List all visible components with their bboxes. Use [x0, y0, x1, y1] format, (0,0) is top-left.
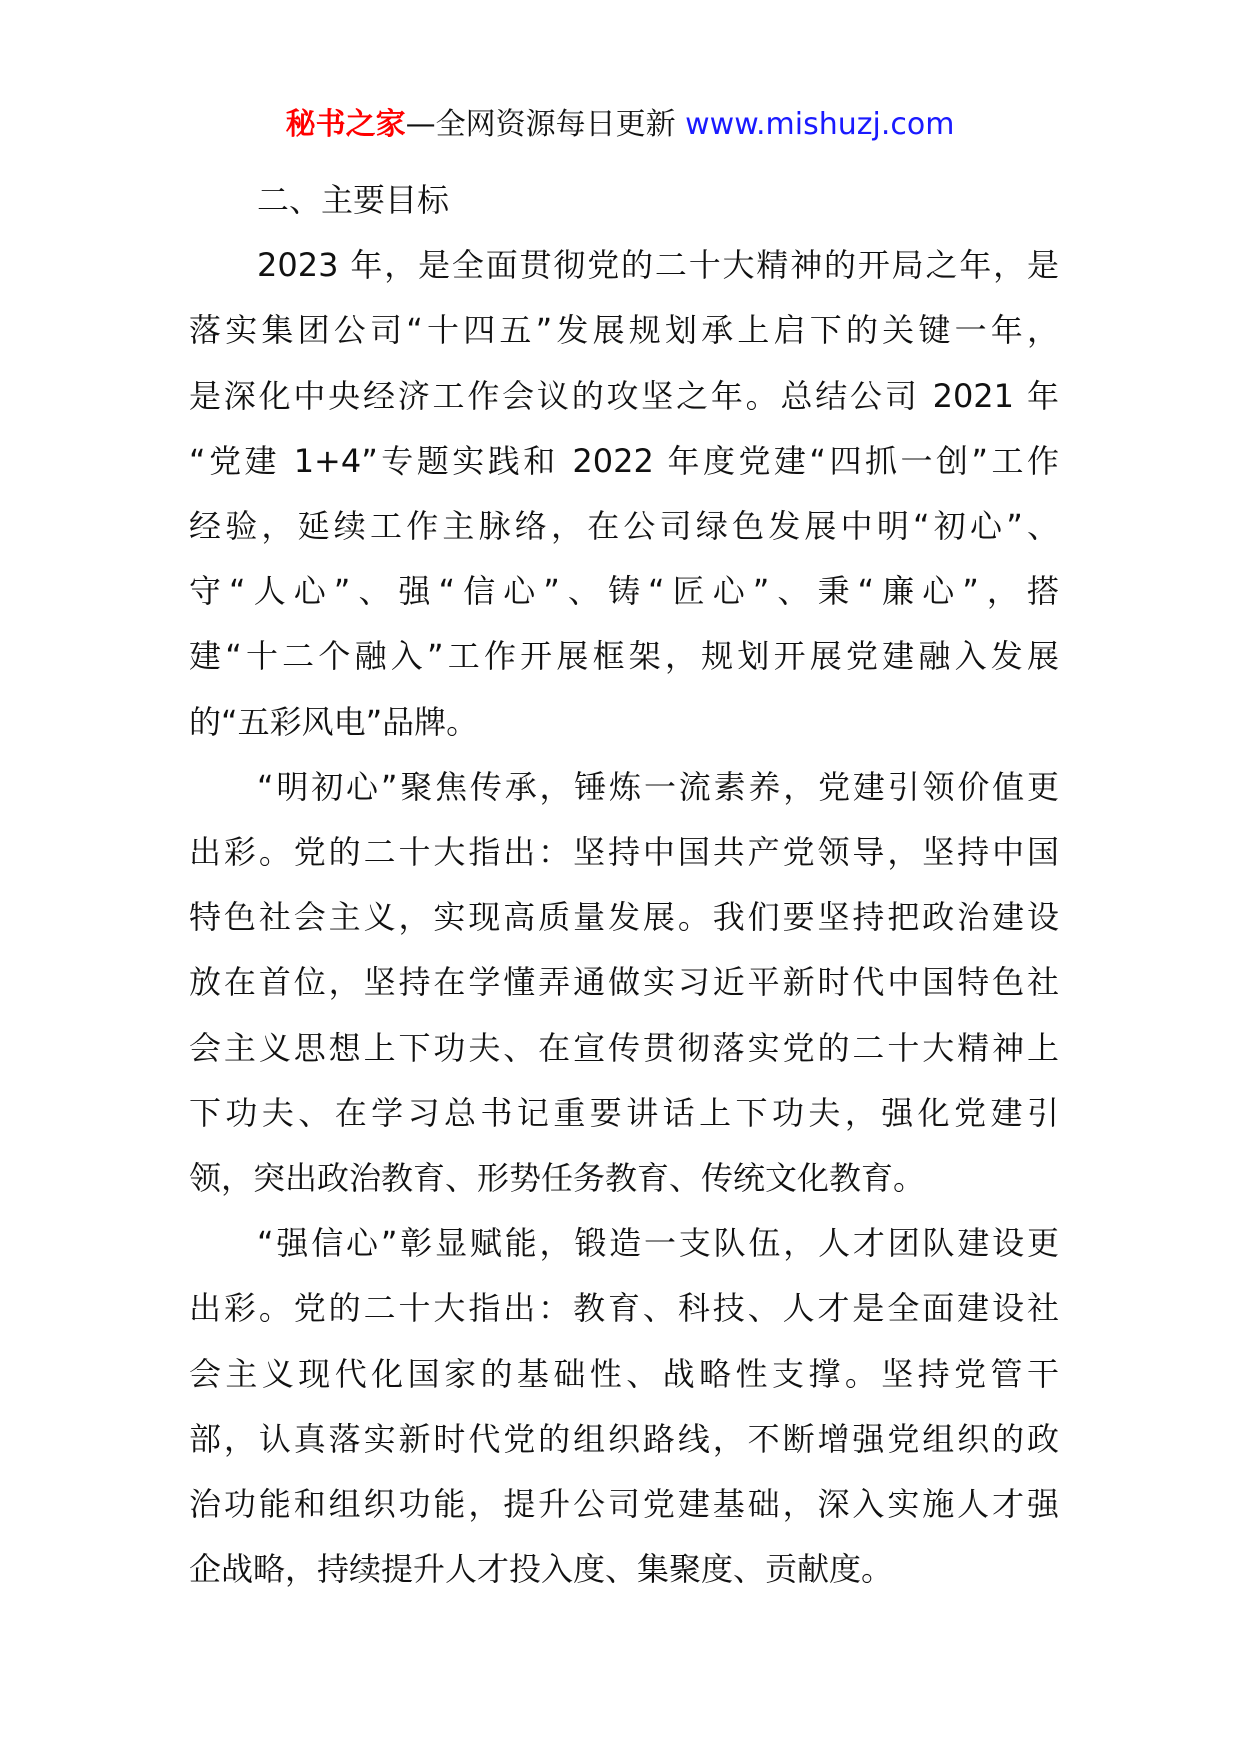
section-title-block [189, 168, 1059, 233]
paragraph-line: 下功夫、在学习总书记重要讲话上下功夫，强化党建引 [189, 1093, 1059, 1132]
paragraph-line: “强信心”彰显赋能，锻造一支队伍，人才团队建设更 [257, 1224, 1059, 1263]
paragraph-line: 特色社会主义，实现高质量发展。我们要坚持把政治建设 [189, 898, 1059, 937]
paragraph-line: 落实集团公司“十四五”发展规划承上启下的关键一年， [189, 311, 1059, 350]
paragraph-line: 放在首位，坚持在学懂弄通做实习近平新时代中国特色社 [189, 963, 1059, 1002]
paragraph-line: 企战略，持续提升人才投入度、集聚度、贡献度。 [189, 1550, 894, 1589]
paragraph-line: 治功能和组织功能，提升公司党建基础，深入实施人才强 [189, 1485, 1059, 1524]
paragraph-line: 经验，延续工作主脉络，在公司绿色发展中明“初心”、 [189, 507, 1059, 546]
paragraph-line: 建“十二个融入”工作开展框架，规划开展党建融入发展 [189, 637, 1059, 676]
paragraph-1 [189, 233, 1059, 755]
paragraph-line: 部，认真落实新时代党的组织路线，不断增强党组织的政 [189, 1419, 1059, 1458]
paragraph-2 [189, 755, 1059, 1211]
paragraph-line: 领，突出政治教育、形势任务教育、传统文化教育。 [189, 1159, 926, 1198]
document-body [189, 168, 1059, 1602]
header-slogan: —全网资源每日更新 [405, 107, 686, 142]
paragraph-line: 出彩。党的二十大指出：坚持中国共产党领导，坚持中国 [189, 833, 1059, 872]
paragraph-line: 会主义现代化国家的基础性、战略性支撑。坚持党管干 [189, 1354, 1059, 1393]
website-link[interactable]: www.mishuzj.com [685, 107, 955, 142]
paragraph-line: 2023 年，是全面贯彻党的二十大精神的开局之年，是 [257, 246, 1059, 285]
paragraph-line: 守“人心”、强“信心”、铸“匠心”、秉“廉心”，搭 [189, 572, 1059, 611]
page-header [0, 102, 1240, 148]
paragraph-line: 出彩。党的二十大指出：教育、科技、人才是全面建设社 [189, 1289, 1059, 1328]
paragraph-3 [189, 1211, 1059, 1602]
paragraph-line: 是深化中央经济工作会议的攻坚之年。总结公司 2021 年 [189, 376, 1059, 415]
section-title: 二、主要目标 [257, 181, 450, 219]
paragraph-line: 的“五彩风电”品牌。 [189, 702, 479, 741]
paragraph-line: 会主义思想上下功夫、在宣传贯彻落实党的二十大精神上 [189, 1028, 1059, 1067]
brand-name: 秘书之家 [285, 107, 406, 142]
paragraph-line: “明初心”聚焦传承，锤炼一流素养，党建引领价值更 [257, 767, 1059, 806]
paragraph-line: “党建 1+4”专题实践和 2022 年度党建“四抓一创”工作 [189, 441, 1059, 480]
